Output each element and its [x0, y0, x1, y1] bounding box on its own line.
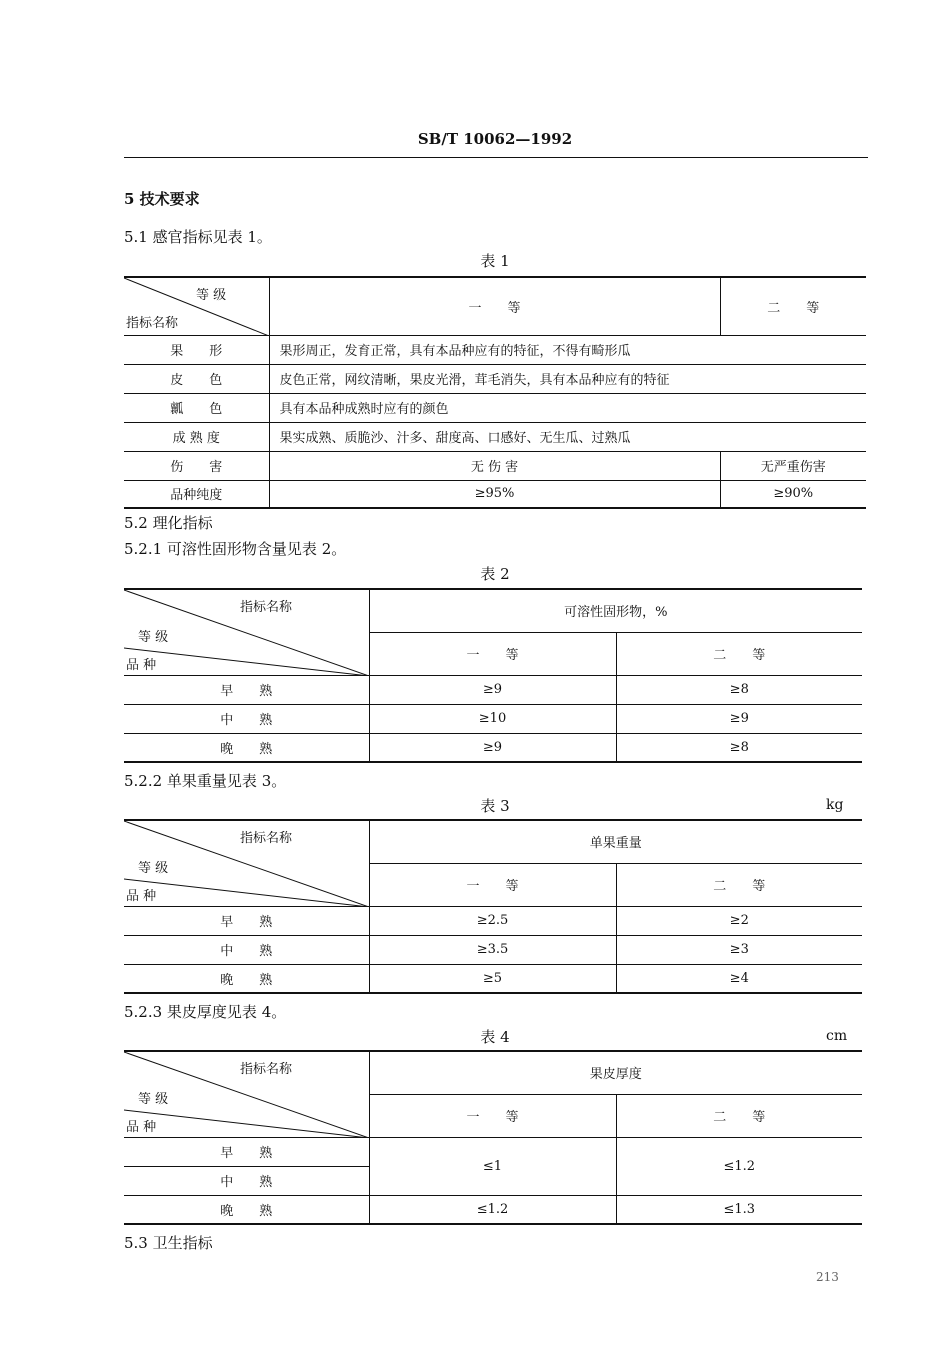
- damage-grade-1: 无 伤 害: [269, 451, 720, 480]
- page-number: 213: [816, 1270, 839, 1284]
- row-label-late: 晚 熟: [124, 733, 369, 762]
- corner-indicator-label: 指标名称: [240, 1062, 293, 1077]
- corner-indicator-label: 指标名称: [126, 316, 179, 331]
- group-header-soluble-solids: 可溶性固形物，%: [369, 589, 862, 632]
- row-label-late: 晚 熟: [124, 964, 369, 993]
- header-grade-2: 二 等: [720, 277, 866, 335]
- header-grade-1: 一 等: [369, 632, 616, 675]
- group-header-single-fruit-weight: 单果重量: [369, 820, 862, 863]
- cell-early-grade-2: ≥8: [616, 675, 862, 704]
- row-label-mid: 中 熟: [124, 935, 369, 964]
- corner-variety-label: 品 种: [126, 658, 157, 673]
- cell-mid-grade-1: ≥10: [369, 704, 616, 733]
- cell-early-grade-1: ≥9: [369, 675, 616, 704]
- cell-late-grade-2: ≥4: [616, 964, 862, 993]
- cell-early-grade-1: ≥2.5: [369, 906, 616, 935]
- section-5-3-heading: 5.3 卫生指标: [124, 1234, 213, 1252]
- table-3: [124, 819, 862, 994]
- section-5-heading: 5 技术要求: [124, 190, 200, 208]
- header-rule: [124, 157, 868, 158]
- row-label-mid: 中 熟: [124, 704, 369, 733]
- cell-late-grade-1: ≤1.2: [369, 1195, 616, 1224]
- row-label-skin-color: 皮 色: [124, 364, 269, 393]
- cell-early-mid-grade-2: ≤1.2: [616, 1137, 862, 1195]
- row-label-mid: 中 熟: [124, 1166, 369, 1195]
- header-grade-2: 二 等: [616, 863, 862, 906]
- cell-mid-grade-2: ≥9: [616, 704, 862, 733]
- corner-indicator-label: 指标名称: [240, 831, 293, 846]
- corner-grade-label: 等 级: [138, 1092, 169, 1107]
- row-label-maturity: 成 熟 度: [124, 422, 269, 451]
- section-5-2-1-heading: 5.2.1 可溶性固形物含量见表 2。: [124, 540, 347, 558]
- row-label-damage: 伤 害: [124, 451, 269, 480]
- corner-grade-label: 等 级: [138, 861, 169, 876]
- row-label-early: 早 熟: [124, 675, 369, 704]
- header-grade-1: 一 等: [269, 277, 720, 335]
- row-label-flesh-color: 瓤 色: [124, 393, 269, 422]
- table-3-caption: 表 3: [480, 797, 510, 815]
- group-header-rind-thickness: 果皮厚度: [369, 1051, 862, 1094]
- cell-early-mid-grade-1: ≤1: [369, 1137, 616, 1195]
- section-5-1-heading: 5.1 感官指标见表 1。: [124, 228, 272, 246]
- cell-mid-grade-1: ≥3.5: [369, 935, 616, 964]
- header-grade-1: 一 等: [369, 1094, 616, 1137]
- table-1: [124, 276, 866, 509]
- row-label-shape: 果 形: [124, 335, 269, 364]
- row-value-skin-color: 皮色正常，网纹清晰，果皮光滑，茸毛消失，具有本品种应有的特征: [269, 364, 866, 393]
- corner-variety-label: 品 种: [126, 1120, 157, 1135]
- table-4: [124, 1050, 862, 1225]
- cell-late-grade-1: ≥9: [369, 733, 616, 762]
- table-4-caption: 表 4: [480, 1028, 510, 1046]
- table-2-caption: 表 2: [480, 565, 510, 583]
- cell-late-grade-2: ≥8: [616, 733, 862, 762]
- row-value-flesh-color: 具有本品种成熟时应有的颜色: [269, 393, 866, 422]
- section-5-2-2-heading: 5.2.2 单果重量见表 3。: [124, 772, 287, 790]
- table-3-corner-cell: [124, 820, 369, 906]
- row-label-early: 早 熟: [124, 1137, 369, 1166]
- cell-late-grade-2: ≤1.3: [616, 1195, 862, 1224]
- header-grade-2: 二 等: [616, 1094, 862, 1137]
- table-1-caption: 表 1: [480, 252, 510, 270]
- header-grade-2: 二 等: [616, 632, 862, 675]
- cell-mid-grade-2: ≥3: [616, 935, 862, 964]
- corner-indicator-label: 指标名称: [240, 600, 293, 615]
- table-4-unit: cm: [826, 1028, 848, 1044]
- corner-grade-label: 等 级: [196, 288, 227, 303]
- table-3-unit: kg: [826, 797, 844, 813]
- cell-late-grade-1: ≥5: [369, 964, 616, 993]
- row-label-purity: 品种纯度: [124, 480, 269, 508]
- cell-early-grade-2: ≥2: [616, 906, 862, 935]
- header-grade-1: 一 等: [369, 863, 616, 906]
- purity-grade-2: ≥90%: [720, 480, 866, 508]
- row-value-maturity: 果实成熟、质脆沙、汁多、甜度高、口感好、无生瓜、过熟瓜: [269, 422, 866, 451]
- table-2-corner-cell: [124, 589, 369, 675]
- section-5-2-heading: 5.2 理化指标: [124, 514, 213, 532]
- table-4-corner-cell: [124, 1051, 369, 1137]
- damage-grade-2: 无严重伤害: [720, 451, 866, 480]
- corner-variety-label: 品 种: [126, 889, 157, 904]
- row-value-shape: 果形周正，发育正常，具有本品种应有的特征，不得有畸形瓜: [269, 335, 866, 364]
- corner-grade-label: 等 级: [138, 630, 169, 645]
- table-1-corner-cell: [124, 277, 269, 335]
- section-5-2-3-heading: 5.2.3 果皮厚度见表 4。: [124, 1003, 287, 1021]
- purity-grade-1: ≥95%: [269, 480, 720, 508]
- row-label-early: 早 熟: [124, 906, 369, 935]
- document-header: SB/T 10062—1992: [417, 130, 573, 148]
- table-2: [124, 588, 862, 763]
- row-label-late: 晚 熟: [124, 1195, 369, 1224]
